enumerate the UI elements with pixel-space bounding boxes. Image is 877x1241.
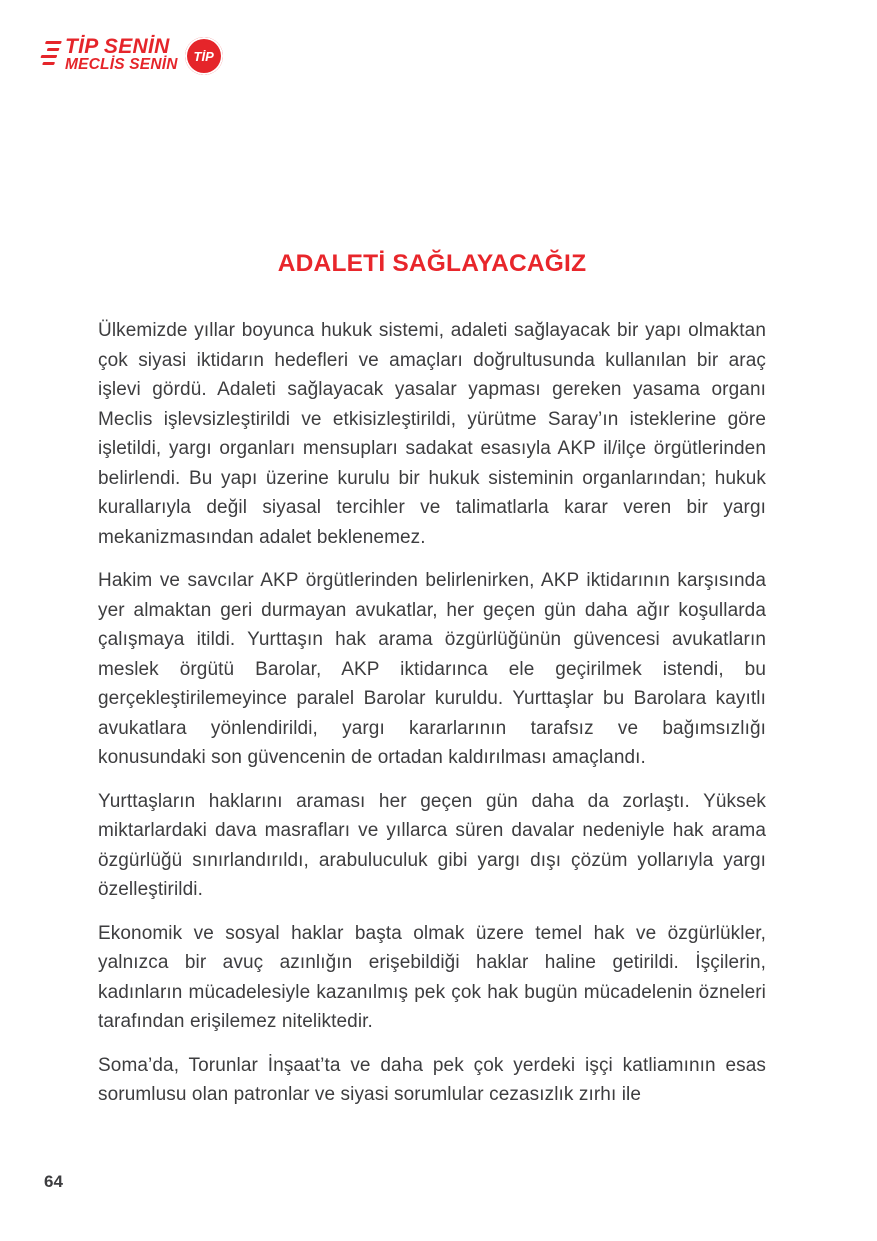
document-page	[98, 250, 766, 1124]
body-text	[98, 316, 766, 1110]
logo-text	[65, 36, 178, 73]
party-logo	[42, 36, 223, 75]
paragraph-4: Ekonomik ve sosyal haklar başta olmak üzere temel hak ve özgürlükler, yalnızca bir avuç azınlığın erişebildiği haklar haline getirildi. İşçilerin, kadınların mücadelesiyle kazanılmış pek çok hak bugün mücadelenin özneleri tarafından erişilemez niteliktedir.	[98, 922, 766, 1032]
party-emblem-icon: TİP	[185, 37, 223, 75]
paragraph-3: Yurttaşların haklarını araması her geçen gün daha da zorlaştı. Yüksek miktarlardaki dava masrafları ve yıllarca süren davalar nedeniyle hak arama özgürlüğü sınırlandırıldı, arabuluculuk gibi yargı dışı çözüm yollarıyla yargı özelleştirildi.	[98, 790, 766, 900]
paragraph-5: Soma’da, Torunlar İnşaat’ta ve daha pek çok yerdeki işçi katliamının esas sorumlusu olan patronlar ve siyasi sorumlular cezasızlık zırhı ile	[98, 1054, 766, 1105]
paragraph-2: Hakim ve savcılar AKP örgütlerinden belirlenirken, AKP iktidarının karşısında yer almaktan geri durmayan avukatlar, her geçen gün daha ağır koşullarda çalışmaya itildi. Yurttaşın hak arama özgürlüğünün güvencesi avukatların meslek örgütü Barolar, AKP iktidarınca ele geçirilmek istendi, bu gerçekleştirilemeyince paralel Barolar kuruldu. Yurttaşlar bu Barolara kayıtlı avukatlara yönlendirildi, yargı kararlarının tarafsız ve bağımsızlığı konusundaki son güvencenin de ortadan kaldırılması amaçlandı.	[98, 570, 766, 768]
paragraph-1: Ülkemizde yıllar boyunca hukuk sistemi, adaleti sağlayacak bir yapı olmaktan çok siyasi iktidarın hedefleri ve amaçları doğrultusunda kullanılan bir araç işlevi gördü. Adaleti sağlayacak yasalar yapması gereken yasama organı Meclis işlevsizleştirildi ve etkisizleştirildi, yürütme Saray’ın isteklerine göre işletildi, yargı organları mensupları sadakat esasıyla AKP il/ilçe örgütlerinden belirlendi. Bu yapı üzerine kurulu bir hukuk sisteminin organlarından; hukuk kurallarıyla değil siyasal tercihler ve talimatlarla karar veren bir yargı mekanizmasından adalet beklenemez.	[98, 320, 766, 548]
speed-lines-icon	[38, 41, 62, 65]
logo-line-1: TİP SENİN	[65, 35, 170, 58]
page-number: 64	[44, 1172, 63, 1191]
logo-line-2: MECLİS SENİN	[65, 56, 178, 74]
page-title: ADALETİ SAĞLAYACAĞIZ	[277, 250, 587, 277]
